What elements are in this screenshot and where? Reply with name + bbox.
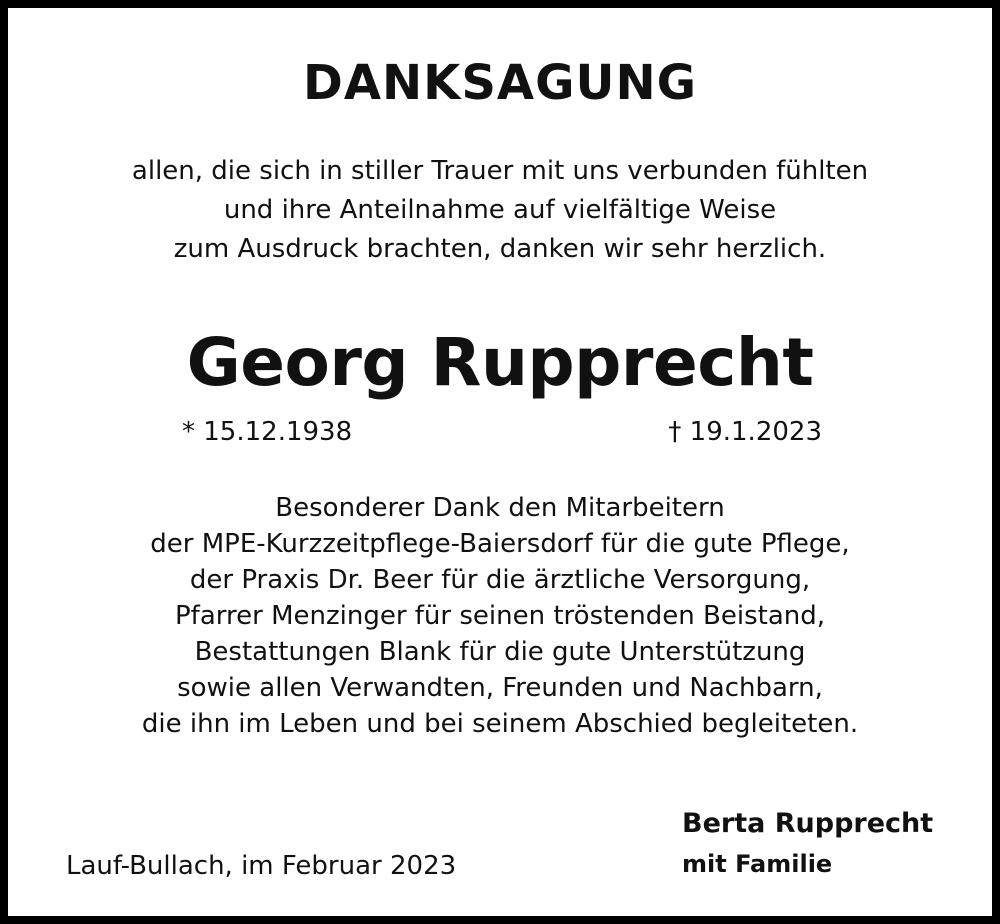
death-date: † 19.1.2023 <box>668 417 822 447</box>
signature-name: Berta Rupprecht <box>682 808 934 839</box>
thanks-line: die ihn im Leben und bei seinem Abschied begleiteten. <box>141 709 859 739</box>
intro-paragraph <box>8 152 992 269</box>
thanks-line: sowie allen Verwandten, Freunden und Nachbarn, <box>177 673 823 703</box>
birth-date: * 15.12.1938 <box>182 417 353 447</box>
thanks-paragraph <box>8 490 992 742</box>
thanks-line: Bestattungen Blank für die gute Unterstützung <box>194 637 806 667</box>
thanks-line: der Praxis Dr. Beer für die ärztliche Versorgung, <box>189 565 811 595</box>
place-and-date: Lauf-Bullach, im Februar 2023 <box>66 851 457 881</box>
thanks-line: der MPE-Kurzzeitpflege-Baiersdorf für die gute Pflege, <box>150 529 850 559</box>
signature-family: mit Familie <box>682 850 833 878</box>
notice-heading: DANKSAGUNG <box>302 55 698 111</box>
thanks-line: Besonderer Dank den Mitarbeitern <box>275 493 725 523</box>
signature-block <box>682 804 933 884</box>
intro-line: allen, die sich in stiller Trauer mit uns verbunden fühlten <box>131 156 869 186</box>
intro-line: und ihre Anteilnahme auf vielfältige Weise <box>223 195 777 225</box>
deceased-name: Georg Rupprecht <box>186 324 814 401</box>
thanks-line: Pfarrer Menzinger für seinen tröstenden Beistand, <box>175 601 825 631</box>
intro-line: zum Ausdruck brachten, danken wir sehr herzlich. <box>173 234 827 264</box>
